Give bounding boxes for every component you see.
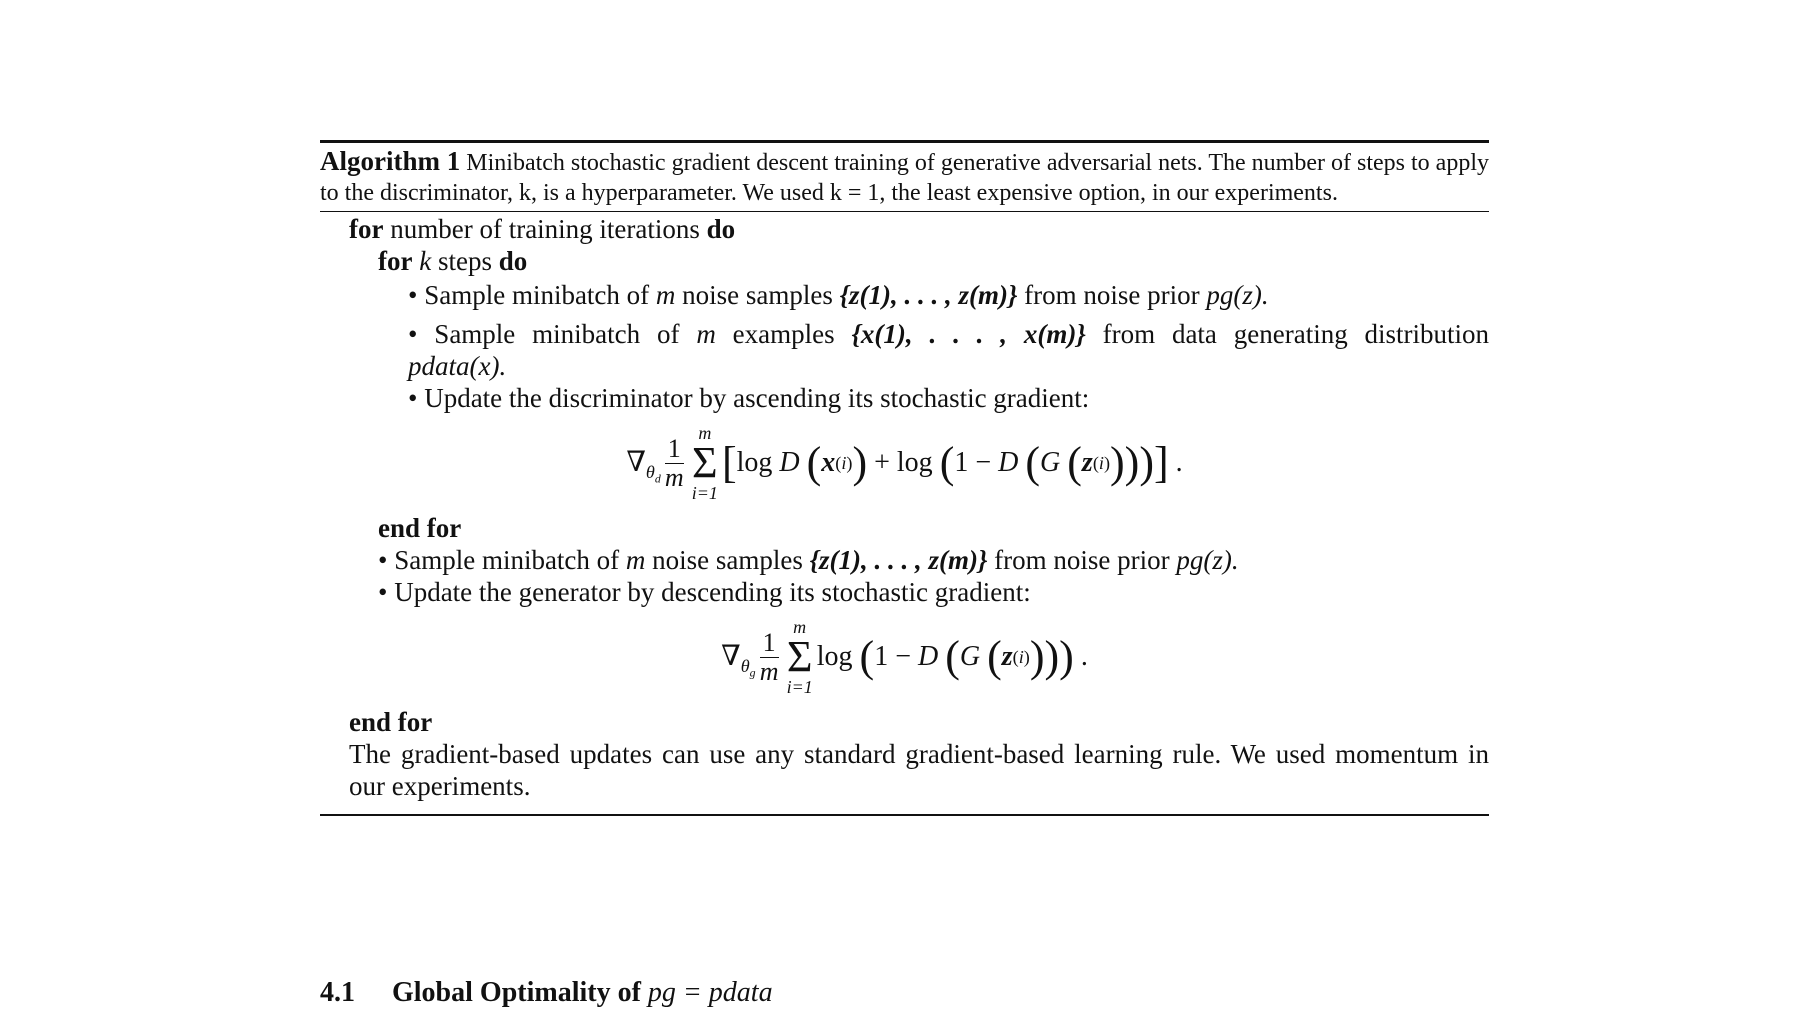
discriminator-gradient-equation: $\nabla_{\theta_d}$ $\frac{1}{m}$ m Σ i=1 [ log D ( x (i) ) + log ( 1 − D ( G ( z (i) )))] .	[626, 423, 1183, 503]
step-text: from data generating distribution	[1102, 319, 1490, 349]
step-text: • Sample minibatch of	[408, 319, 680, 349]
fraction: $\frac{1}{m}$	[664, 433, 684, 492]
inner-for-line	[320, 245, 1489, 277]
algorithm-label: Algorithm 1	[320, 146, 461, 176]
noise-set: {z(1), . . . , z(m)}	[809, 545, 988, 575]
inner-for-variable: k	[419, 246, 432, 276]
gen-step-update	[320, 576, 1489, 608]
keyword-do: do	[706, 214, 736, 244]
step-text: from noise prior	[994, 545, 1170, 575]
section-title: Global Optimality of	[392, 977, 641, 1008]
disc-step-sample-noise	[320, 279, 1489, 311]
step-var: m	[625, 545, 646, 575]
generator-gradient-equation: $\nabla_{\theta_g}$ $\frac{1}{m}$ m Σ i=1 log ( 1 − D ( G ( z (i) ))) .	[721, 617, 1088, 697]
outer-for-line	[320, 213, 1489, 245]
noise-set: {z(1), . . . , z(m)}	[839, 280, 1018, 310]
algorithm-caption-text: Minibatch stochastic gradient descent training of generative adversarial nets. The number of steps to apply to the discriminator, k, is a hyperparameter. We used k = 1, the least expensive option, in our experiments.	[320, 150, 1489, 206]
closing-note: The gradient-based updates can use any standard gradient-based learning rule. We used momentum in our experiments.	[349, 739, 1489, 801]
summation: m Σ i=1	[786, 617, 813, 697]
fraction: $\frac{1}{m}$	[759, 627, 779, 686]
outer-end-for: end for	[349, 707, 433, 737]
keyword-do: do	[498, 246, 528, 276]
noise-prior: pg(z).	[1176, 545, 1239, 575]
noise-prior: pg(z).	[1206, 280, 1269, 310]
step-text: noise samples	[682, 280, 833, 310]
section-title-math: pg = pdata	[647, 977, 773, 1008]
data-distribution: pdata(x).	[408, 351, 507, 381]
step-text: noise samples	[652, 545, 803, 575]
nabla-symbol: $\nabla_{\theta_g}$	[721, 641, 756, 680]
inner-for-condition: steps	[437, 246, 492, 276]
step-text: • Sample minibatch of	[408, 280, 650, 310]
gen-step-sample-noise	[320, 544, 1489, 576]
outer-for-condition: number of training iterations	[390, 214, 700, 244]
algorithm-body	[320, 212, 1489, 802]
inner-end-for: end for	[378, 513, 462, 543]
keyword-for: for	[349, 214, 384, 244]
section-number: 4.1	[320, 977, 355, 1008]
nabla-symbol: $\nabla_{\theta_d}$	[626, 447, 661, 486]
disc-step-data-dist	[320, 350, 1489, 382]
disc-step-sample-data	[320, 318, 1489, 350]
keyword-for: for	[378, 246, 413, 276]
algorithm-caption	[320, 143, 1489, 211]
step-text: • Update the generator by descending its stochastic gradient:	[378, 577, 1031, 607]
summation: m Σ i=1	[691, 423, 718, 503]
step-text: examples	[732, 319, 835, 349]
step-var: m	[655, 280, 676, 310]
step-var: m	[696, 319, 716, 349]
algorithm-block	[320, 140, 1489, 816]
example-set: {x(1), . . . , x(m)}	[851, 319, 1086, 349]
disc-step-update	[320, 382, 1489, 414]
step-text: • Update the discriminator by ascending its stochastic gradient:	[408, 383, 1090, 413]
step-text: • Sample minibatch of	[378, 545, 620, 575]
step-text: from noise prior	[1024, 280, 1200, 310]
section-heading	[320, 977, 773, 1009]
bottom-rule	[320, 814, 1489, 816]
